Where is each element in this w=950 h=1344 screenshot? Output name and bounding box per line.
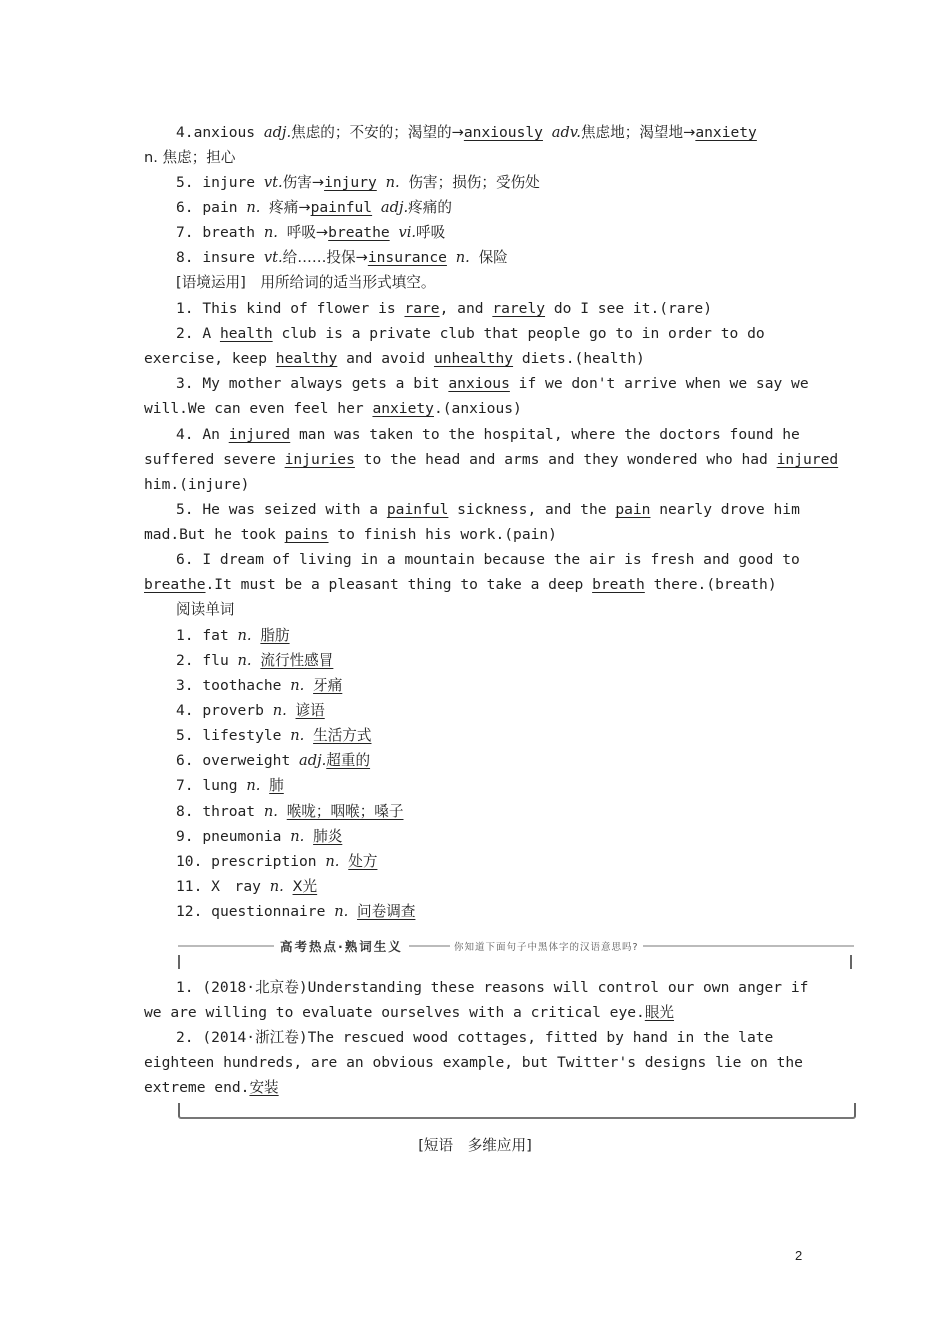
- exercise-1: 1. This kind of flower is rare, and rarely do I see it.(rare): [176, 300, 712, 317]
- exercise-6-cont: breathe.It must be a pleasant thing to take a deep breath there.(breath): [144, 576, 777, 593]
- exercise-3: 3. My mother always gets a bit anxious if we don't arrive when we say we: [176, 375, 809, 392]
- hot-question-2-cont: eighteen hundreds, are an obvious example, but Twitter's designs lie on the: [144, 1054, 803, 1071]
- exercise-5-cont: mad.But he took pains to finish his work.(pain): [144, 526, 557, 543]
- exercise-2: 2. A health club is a private club that people go to in order to do: [176, 325, 765, 342]
- word-item-8: 8. insure vt.给……投保→insurance n. 保险: [176, 249, 508, 266]
- hot-answer-1: 眼光: [644, 1004, 675, 1021]
- hot-box-bottom: [178, 1103, 856, 1119]
- exercise-6: 6. I dream of living in a mountain because the air is fresh and good to: [176, 551, 800, 568]
- hot-question-2: 2. (2014·浙江卷)The rescued wood cottages, fitted by hand in the late: [176, 1029, 774, 1046]
- word-item-7: 7. breath n. 呼吸→breathe vi.呼吸: [176, 224, 446, 241]
- reading-header: 阅读单词: [176, 601, 235, 618]
- reading-item: 1. fat n. 脂肪: [176, 627, 290, 644]
- reading-item: 12. questionnaire n. 问卷调查: [176, 903, 416, 920]
- hot-question-2-cont2: extreme end.安装: [144, 1079, 279, 1096]
- phrase-header: [短语 多维应用]: [418, 1137, 532, 1154]
- reading-item: 6. overweight adj.超重的: [176, 752, 371, 769]
- reading-item: 11. X ray n. X光: [176, 878, 318, 895]
- hot-box-left-edge: [178, 955, 180, 969]
- word-item-4: 4.anxious adj.焦虑的；不安的；渴望的→anxiously adv.焦虑地；渴望地→anxiety: [176, 124, 757, 141]
- reading-item: 2. flu n. 流行性感冒: [176, 652, 334, 669]
- hot-box-header: [178, 931, 854, 971]
- exercise-3-cont: will.We can even feel her anxiety.(anxious): [144, 400, 522, 417]
- hot-box-title: 高考热点·熟词生义: [274, 937, 409, 955]
- reading-item: 10. prescription n. 处方: [176, 853, 378, 870]
- reading-item: 4. proverb n. 谚语: [176, 702, 325, 719]
- reading-item: 5. lifestyle n. 生活方式: [176, 727, 372, 744]
- hot-question-1-cont: we are willing to evaluate ourselves with a critical eye.眼光: [144, 1004, 675, 1021]
- exercise-5: 5. He was seized with a painful sickness, and the pain nearly drove him: [176, 501, 800, 518]
- exercise-4: 4. An injured man was taken to the hospital, where the doctors found he: [176, 426, 800, 443]
- word-item-5: 5. injure vt.伤害→injury n. 伤害；损伤；受伤处: [176, 174, 540, 191]
- exercise-4-cont2: him.(injure): [144, 476, 250, 493]
- page-number: 2: [795, 1248, 803, 1263]
- reading-item: 7. lung n. 肺: [176, 777, 284, 794]
- word-item-4-cont: n. 焦虑；担心: [144, 149, 236, 166]
- hot-box-right-edge: [850, 955, 852, 969]
- hot-box-subtitle: 你知道下面句子中黑体字的汉语意思吗?: [450, 939, 643, 953]
- exercise-2-cont: exercise, keep healthy and avoid unhealthy diets.(health): [144, 350, 645, 367]
- hot-answer-2: 安装: [249, 1079, 279, 1096]
- context-header: [语境运用] 用所给词的适当形式填空。: [176, 274, 436, 291]
- reading-item: 3. toothache n. 牙痛: [176, 677, 343, 694]
- exercise-4-cont: suffered severe injuries to the head and arms and they wondered who had injured: [144, 451, 839, 468]
- reading-item: 8. throat n. 喉咙；咽喉；嗓子: [176, 803, 404, 820]
- word-item-6: 6. pain n. 疼痛→painful adj.疼痛的: [176, 199, 452, 216]
- reading-item: 9. pneumonia n. 肺炎: [176, 828, 343, 845]
- hot-question-1: 1. (2018·北京卷)Understanding these reasons will control our own anger if: [176, 979, 809, 996]
